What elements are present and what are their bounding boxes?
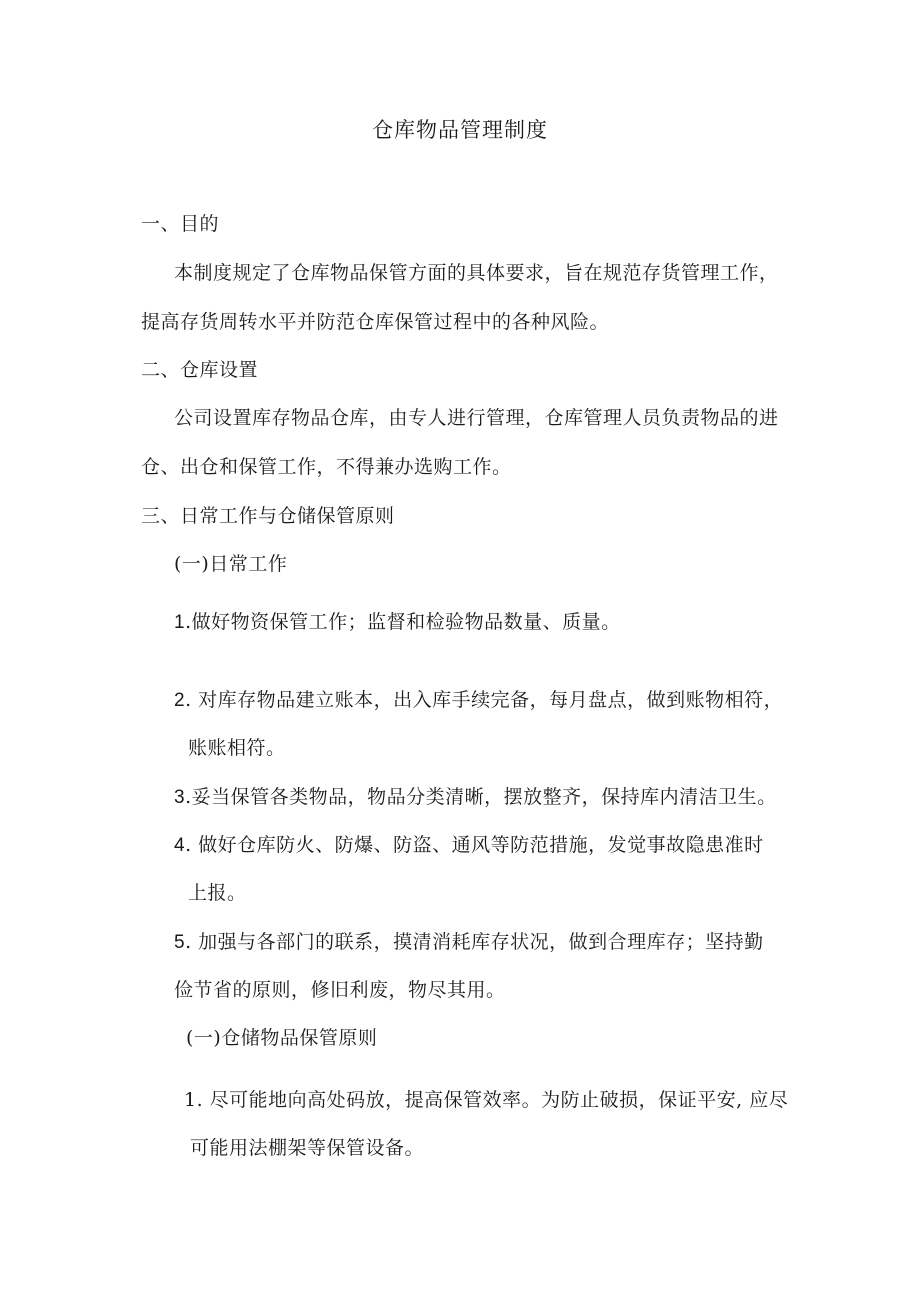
list-item [174, 785, 777, 810]
list-item-text: . 对库存物品建立账本，出入库手续完备，每月盘点，做到账物相符， [185, 689, 784, 711]
subsection-heading-daily-work: (一)日常工作 [174, 553, 288, 575]
section-heading-purpose: 一、目的 [141, 213, 220, 235]
list-item [174, 610, 621, 635]
list-item-continuation: 账账相符。 [188, 737, 286, 759]
list-item: 1. 尽可能地向高处码放，提高保管效率。为防止破损，保证平安, 应尽 [184, 1089, 789, 1111]
list-item [174, 833, 764, 858]
list-item-number: 2 [174, 690, 186, 711]
paragraph-line: 公司设置库存物品仓库，由专人进行管理，仓库管理人员负责物品的进 [174, 407, 779, 429]
list-item-continuation: 上报。 [188, 882, 247, 904]
list-item-continuation: 俭节省的原则，修旧利废，物尽其用。 [174, 979, 506, 1001]
list-item-number: 4 [174, 835, 186, 856]
list-item-text: .做好物资保管工作；监督和检验物品数量、质量。 [185, 611, 621, 633]
list-item-continuation: 可能用法棚架等保管设备。 [190, 1137, 425, 1159]
paragraph-line: 本制度规定了仓库物品保管方面的具体要求，旨在规范存货管理工作， [174, 262, 779, 284]
list-item-text: . 做好仓库防火、防爆、防盗、通风等防范措施，发觉事故隐患准时 [185, 834, 764, 856]
paragraph-line: 提高存货周转水平并防范仓库保管过程中的各种风险。 [141, 311, 610, 333]
section-heading-daily: 三、日常工作与仓储保管原则 [141, 505, 395, 527]
list-item [174, 930, 764, 955]
subsection-heading-storage: (一)仓储物品保管原则 [186, 1027, 378, 1049]
list-item [174, 688, 783, 713]
list-item-text: . 加强与各部门的联系，摸清消耗库存状况，做到合理库存；坚持勤 [185, 931, 764, 953]
list-item-number: 1 [174, 612, 186, 633]
section-heading-setup: 二、仓库设置 [141, 359, 259, 381]
list-item-number: 3 [174, 787, 186, 808]
list-item-number: 5 [174, 932, 186, 953]
paragraph-line: 仓、出仓和保管工作，不得兼办选购工作。 [141, 456, 512, 478]
document-title: 仓库物品管理制度 [372, 118, 548, 142]
list-item-text: .妥当保管各类物品，物品分类清晰，摆放整齐，保持库内清洁卫生。 [185, 786, 777, 808]
